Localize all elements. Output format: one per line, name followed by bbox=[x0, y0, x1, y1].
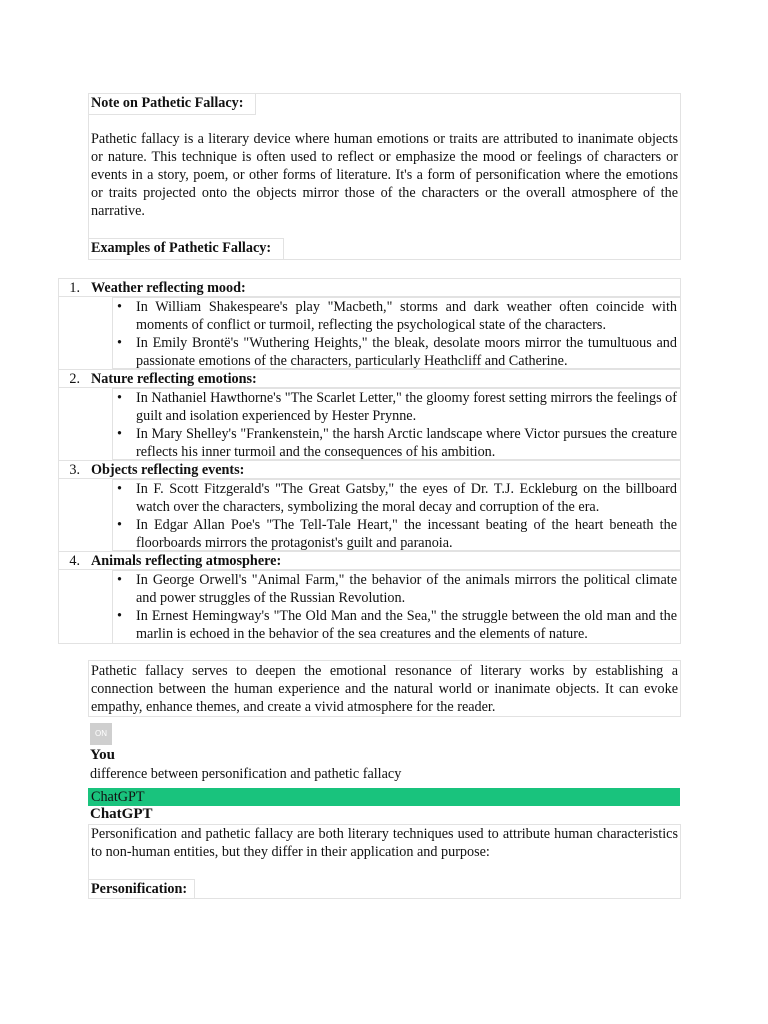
assistant-paragraph: Personification and pathetic fallacy are both literary techniques used to attribute human characteristics to non-human entities, but they differ in their application and purpose: bbox=[91, 826, 678, 860]
example-number: 3. bbox=[69, 462, 80, 478]
list-item: In Edgar Allan Poe's "The Tell-Tale Heart," the incessant beating of the heart beneath the floorboards mirrors the protagonist's guilt and paranoia. bbox=[136, 517, 677, 551]
list-item: In Ernest Hemingway's "The Old Man and the Sea," the struggle between the old man and the marlin is echoed in the behavior of the sea creatures and the elements of nature. bbox=[136, 608, 677, 642]
example-number: 4. bbox=[69, 553, 80, 569]
summary-paragraph: Pathetic fallacy serves to deepen the emotional resonance of literary works by establishing a connection between the human experience and the natural world or inanimate objects. It can evoke empathy, enhance themes, and create a vivid atmosphere for the reader. bbox=[91, 663, 678, 715]
bullet-dot-icon: • bbox=[117, 572, 122, 588]
assistant-bar-label: ChatGPT bbox=[91, 789, 145, 805]
note-title: Note on Pathetic Fallacy: bbox=[91, 95, 244, 111]
assistant-header-bar bbox=[88, 788, 680, 806]
user-message: difference between personification and pathetic fallacy bbox=[90, 766, 402, 782]
example-heading: Objects reflecting events: bbox=[91, 462, 245, 478]
list-item: In Emily Brontë's "Wuthering Heights," the bleak, desolate moors mirror the tumultuous and passionate emotions of the characters, particularly Heathcliff and Catherine. bbox=[136, 335, 677, 369]
example-heading: Weather reflecting mood: bbox=[91, 280, 246, 296]
note-paragraph: Pathetic fallacy is a literary device where human emotions or traits are attributed to inanimate objects or nature. This technique is often used to reflect or emphasize the mood or feelings of characters or events in a story, poem, or other forms of literature. It's a form of personification where the emotions or traits projected onto the objects mirror those of the characters or the overall atmosphere of the narrative. bbox=[91, 131, 678, 219]
list-item: In George Orwell's "Animal Farm," the behavior of the animals mirrors the political climate and power struggles of the Russian Revolution. bbox=[136, 572, 677, 606]
list-item: In Nathaniel Hawthorne's "The Scarlet Letter," the gloomy forest setting mirrors the feelings of guilt and isolation experienced by Hester Prynne. bbox=[136, 390, 677, 424]
user-label: You bbox=[90, 747, 116, 763]
bullet-dot-icon: • bbox=[117, 426, 122, 442]
bullet-dot-icon: • bbox=[117, 299, 122, 315]
example-number: 1. bbox=[69, 280, 80, 296]
bullet-dot-icon: • bbox=[117, 608, 122, 624]
assistant-label: ChatGPT bbox=[90, 806, 153, 822]
example-number: 2. bbox=[69, 371, 80, 387]
bullet-dot-icon: • bbox=[117, 390, 122, 406]
list-item: In William Shakespeare's play "Macbeth," storms and dark weather often coincide with moments of conflict or turmoil, reflecting the psychological state of the characters. bbox=[136, 299, 677, 333]
bullet-dot-icon: • bbox=[117, 335, 122, 351]
example-heading: Nature reflecting emotions: bbox=[91, 371, 257, 387]
example-heading: Animals reflecting atmosphere: bbox=[91, 553, 282, 569]
list-item: In F. Scott Fitzgerald's "The Great Gatsby," the eyes of Dr. T.J. Eckleburg on the billboard watch over the characters, symbolizing the moral decay and corruption of the era. bbox=[136, 481, 677, 515]
examples-title: Examples of Pathetic Fallacy: bbox=[91, 240, 272, 256]
personification-title: Personification: bbox=[91, 881, 188, 897]
bullet-dot-icon: • bbox=[117, 517, 122, 533]
user-avatar: ON bbox=[90, 723, 112, 745]
list-item: In Mary Shelley's "Frankenstein," the harsh Arctic landscape where Victor pursues the creature reflects his inner turmoil and the consequences of his ambition. bbox=[136, 426, 677, 460]
bullet-dot-icon: • bbox=[117, 481, 122, 497]
